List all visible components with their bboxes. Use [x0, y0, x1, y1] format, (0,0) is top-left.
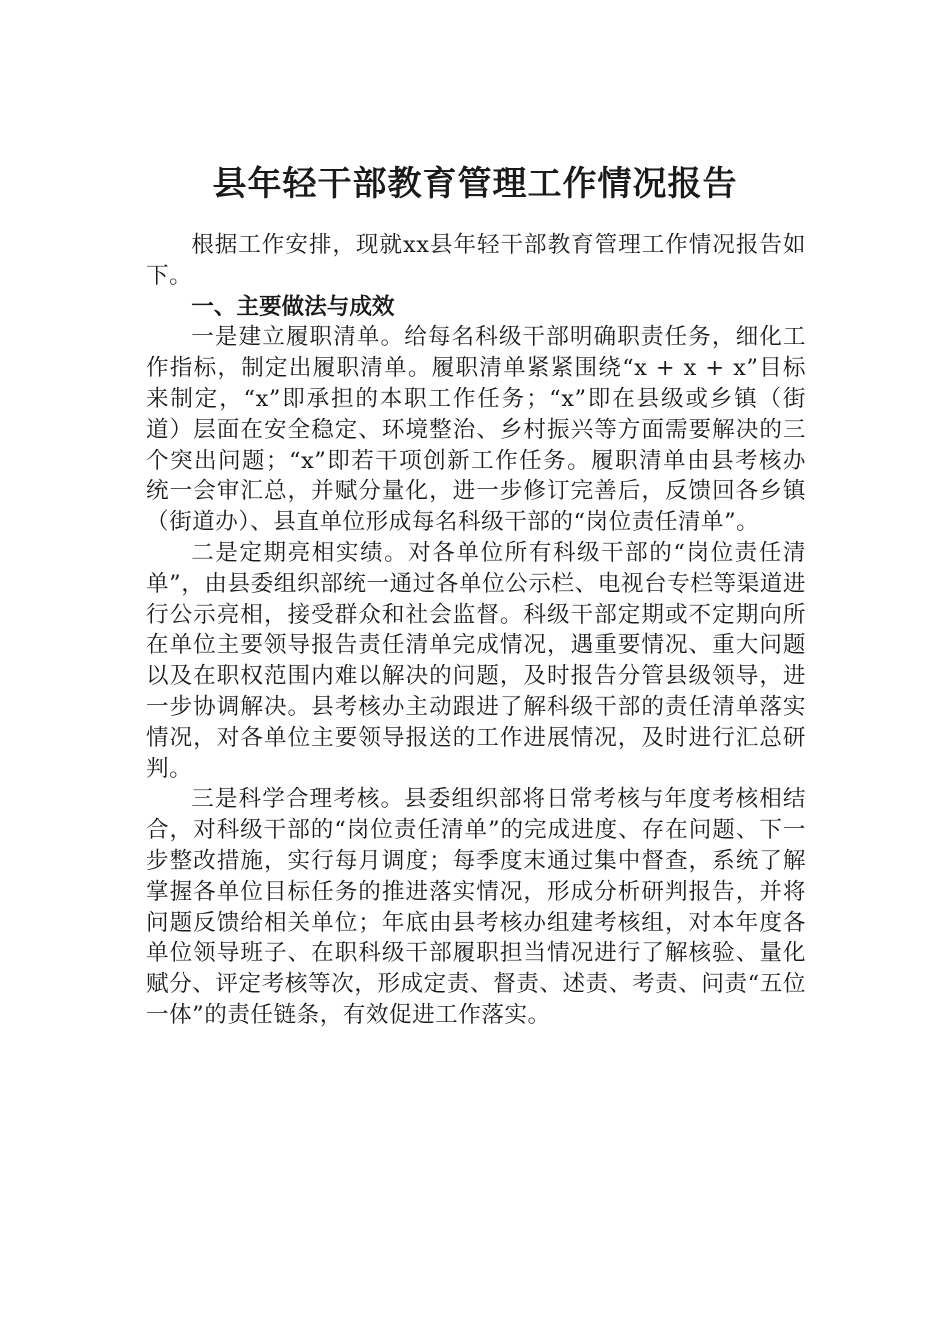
- paragraph-2: 二是定期亮相实绩。对各单位所有科级干部的“岗位责任清单”，由县委组织部统一通过各单位公示栏、电视台专栏等渠道进行公示亮相，接受群众和社会监督。科级干部定期或不定期向所在单位主要领导报告责任清单完成情况，遇重要情况、重大问题以及在职权范围内难以解决的问题，及时报告分管县级领导，进一步协调解决。县考核办主动跟进了解科级干部的责任清单落实情况，对各单位主要领导报送的工作进展情况，及时进行汇总研判。: [146, 539, 806, 782]
- intro-paragraph: 根据工作安排，现就xx县年轻干部教育管理工作情况报告如下。: [146, 232, 806, 289]
- paragraph-1: 一是建立履职清单。给每名科级干部明确职责任务，细化工作指标，制定出履职清单。履职清单紧紧围绕“x + x + x”目标来制定，“x”即承担的本职工作任务；“x”即在县级或乡镇（街道）层面在安全稳定、环境整治、乡村振兴等方面需要解决的三个突出问题；“x”即若干项创新工作任务。履职清单由县考核办统一会审汇总，并赋分量化，进一步修订完善后，反馈回各乡镇（街道办）、县直单位形成每名科级干部的“岗位责任清单”。: [146, 324, 806, 536]
- document-body: [146, 230, 806, 1031]
- document-title: 县年轻干部教育管理工作情况报告: [212, 164, 738, 204]
- section-heading: 一、主要做法与成效: [191, 293, 395, 320]
- paragraph-3: 三是科学合理考核。县委组织部将日常考核与年度考核相结合，对科级干部的“岗位责任清单”的完成进度、存在问题、下一步整改措施，实行每月调度；每季度末通过集中督查，系统了解掌握各单位目标任务的推进落实情况，形成分析研判报告，并将问题反馈给相关单位；年底由县考核办组建考核组，对本年度各单位领导班子、在职科级干部履职担当情况进行了解核验、量化赋分、评定考核等次，形成定责、督责、述责、考责、问责“五位一体”的责任链条，有效促进工作落实。: [146, 786, 806, 1028]
